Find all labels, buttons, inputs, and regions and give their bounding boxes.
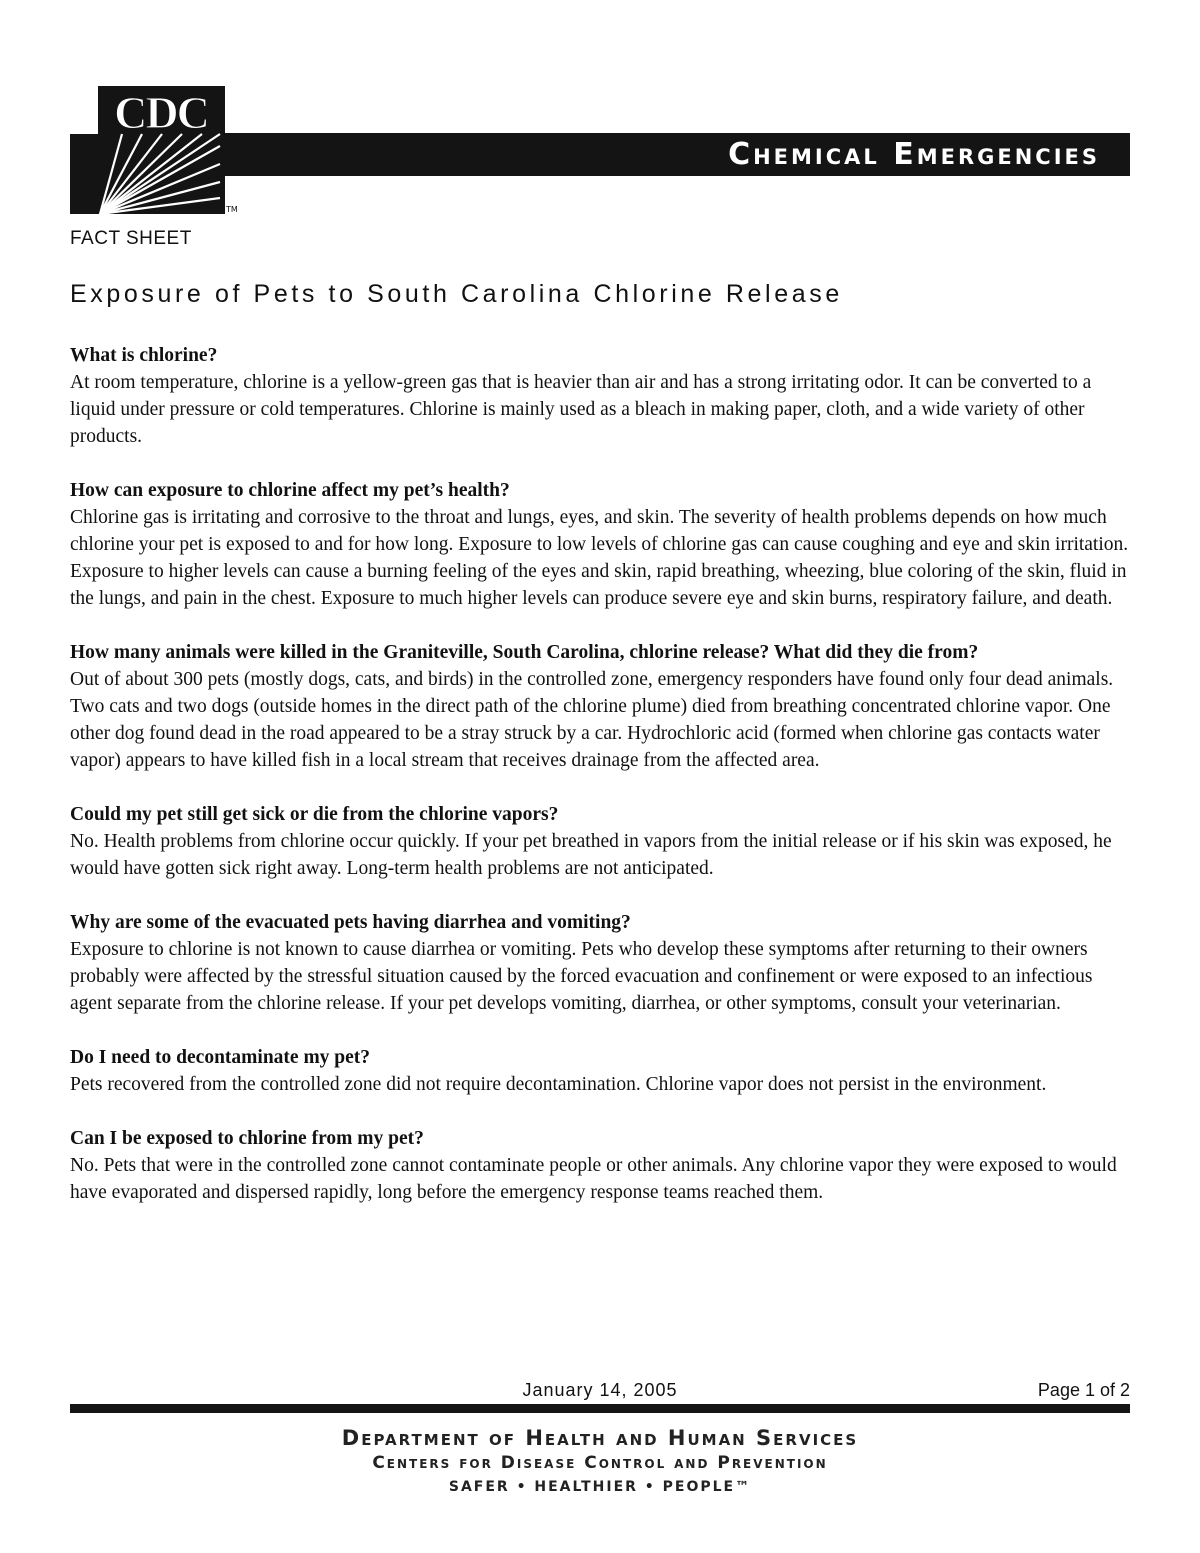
question-heading: Do I need to decontaminate my pet? <box>70 1047 371 1068</box>
answer-text: No. Health problems from chlorine occur quickly. If your pet breathed in vapors from the initial release or if his skin was exposed, he would have gotten sick right away. Long-term health problems are not anticipated. <box>70 831 1112 879</box>
question-heading: How can exposure to chlorine affect my pet’s health? <box>70 480 510 501</box>
footer-divider <box>70 1404 1130 1413</box>
chemical-emergencies-banner <box>225 133 1130 176</box>
publication-date: January 14, 2005 <box>522 1380 678 1400</box>
qa-section <box>70 801 1135 882</box>
trademark-mark: TM <box>226 205 238 214</box>
qa-section <box>70 342 1135 450</box>
fact-sheet-body <box>70 342 1135 1233</box>
document-type: FACT SHEET <box>70 228 192 249</box>
question-heading: Why are some of the evacuated pets having diarrhea and vomiting? <box>70 912 631 933</box>
answer-text: Exposure to chlorine is not known to cause diarrhea or vomiting. Pets who develop these symptoms after returning to their owners probably were affected by the stressful situation caused by the forced evacuation and confinement or were exposed to an infectious agent separate from the chlorine release. If your pet develops vomiting, diarrhea, or other symptoms, consult your veterinarian. <box>70 939 1093 1014</box>
tagline: SAFER • HEALTHIER • PEOPLE™ <box>448 1479 752 1495</box>
qa-section <box>70 1044 1135 1098</box>
question-heading: How many animals were killed in the Graniteville, South Carolina, chlorine release? What did they die from? <box>70 642 979 663</box>
qa-section <box>70 477 1135 612</box>
qa-section <box>70 639 1135 774</box>
answer-text: No. Pets that were in the controlled zone cannot contaminate people or other animals. Any chlorine vapor they were exposed to would have evaporated and dispersed rapidly, long before the emergency response teams reached them. <box>70 1155 1117 1203</box>
qa-section <box>70 1125 1135 1206</box>
answer-text: Out of about 300 pets (mostly dogs, cats, and birds) in the controlled zone, emergency responders have found only four dead animals. Two cats and two dogs (outside homes in the direct path of the chlorine plume) died from breathing concentrated chlorine vapor. One other dog found dead in the road appeared to be a stray struck by a car. Hydrochloric acid (formed when chlorine gas contacts water vapor) appears to have killed fish in a local stream that receives drainage from the affected area. <box>70 669 1114 771</box>
page-title: Exposure of Pets to South Carolina Chlorine Release <box>70 280 843 308</box>
banner-title: Chemical Emergencies <box>728 137 1100 172</box>
answer-text: At room temperature, chlorine is a yellow-green gas that is heavier than air and has a strong irritating odor. It can be converted to a liquid under pressure or cold temperatures. Chlorine is mainly used as a bleach in making paper, cloth, and a wide variety of other products. <box>70 372 1092 447</box>
centers-name: Centers for Disease Control and Prevention <box>372 1453 828 1473</box>
cdc-logo-icon <box>70 86 225 214</box>
department-name: Department of Health and Human Services <box>341 1426 859 1450</box>
question-heading: What is chlorine? <box>70 345 218 366</box>
question-heading: Could my pet still get sick or die from the chlorine vapors? <box>70 804 559 825</box>
page-number: Page 1 of 2 <box>1037 1380 1130 1400</box>
cdc-logo <box>70 86 240 216</box>
answer-text: Pets recovered from the controlled zone did not require decontamination. Chlorine vapor does not persist in the environment. <box>70 1074 1047 1095</box>
cdc-logo-text: CDC <box>114 87 208 138</box>
qa-section <box>70 909 1135 1017</box>
question-heading: Can I be exposed to chlorine from my pet? <box>70 1128 424 1149</box>
answer-text: Chlorine gas is irritating and corrosive to the throat and lungs, eyes, and skin. The severity of health problems depends on how much chlorine your pet is exposed to and for how long. Exposure to low levels of chlorine gas can cause coughing and eye and skin irritation. Exposure to higher levels can cause a burning feeling of the eyes and skin, rapid breathing, wheezing, blue coloring of the skin, fluid in the lungs, and pain in the chest. Exposure to much higher levels can produce severe eye and skin burns, respiratory failure, and death. <box>70 507 1129 609</box>
